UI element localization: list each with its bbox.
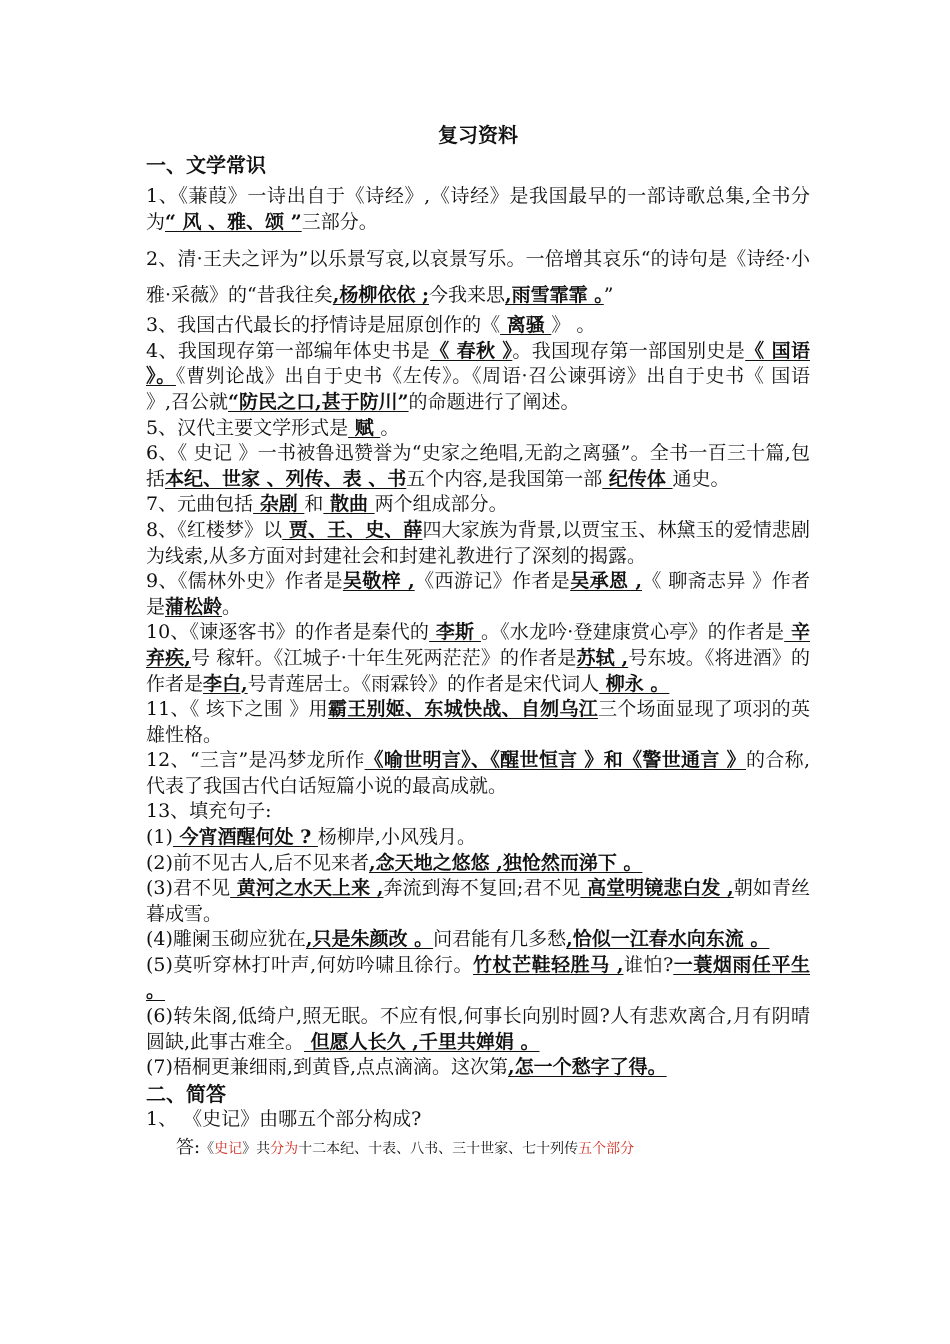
sentence-7 — [146, 1055, 810, 1081]
text: (1) — [146, 826, 173, 849]
text: 朝如青丝暮成雪。 — [146, 877, 810, 925]
question-9 — [146, 569, 810, 620]
text: 和 — [304, 493, 324, 516]
document-body — [146, 122, 810, 1160]
text: 7、元曲包括 — [146, 493, 254, 516]
answer: “ 风 、雅、颂 ” — [165, 210, 302, 233]
text: (5)莫听穿林打叶声,何妨吟啸且徐行。 — [146, 954, 473, 977]
answer: 高堂明镜悲白发 , — [580, 877, 734, 900]
text: (4)雕阑玉砌应犹在 — [146, 928, 306, 951]
question-1 — [146, 184, 810, 235]
answer: 李白, — [203, 672, 248, 695]
question-7 — [146, 492, 810, 518]
section-heading-short-answer: 二、简答 — [146, 1082, 226, 1106]
sentence-3 — [146, 876, 810, 927]
answer-1 — [176, 1137, 810, 1160]
text: 三个场面显现了项羽的英雄性格。 — [146, 698, 810, 746]
text: 10、《谏逐客书》的作者是秦代的 — [146, 621, 430, 644]
text: 》 。 — [551, 314, 596, 337]
text: 《曹刿论战》出自于史书《左传》。《周语·召公谏弭谤》出自于史书《 国语 》,召公就 — [146, 365, 810, 413]
text: 两个组成部分。 — [374, 493, 508, 516]
answer: 黄河之水天上来 , — [230, 877, 384, 900]
text: 通史。 — [672, 467, 730, 490]
question-2 — [146, 241, 810, 313]
answer: 本纪、世家 、列传、表 、书 — [165, 467, 407, 490]
text: 的命题进行了阐述。 — [408, 390, 580, 413]
sentence-2 — [146, 851, 810, 877]
answer: 吴承恩 , — [570, 570, 642, 593]
text: 《西游记》作者是 — [414, 570, 571, 593]
answer: 吴敬梓 , — [342, 570, 415, 593]
text: 今我来思 — [429, 284, 506, 307]
question-5 — [146, 416, 810, 442]
text: 6、《 史记 》一书被鲁迅赞誉为“史家之绝唱,无韵之离骚”。全书一百三十篇,包括 — [146, 442, 810, 490]
text: ” — [603, 284, 614, 307]
short-question-1: 1、 《史记》由哪五个部分构成? — [146, 1108, 422, 1130]
answer: 一蓑烟雨任平生 。 — [146, 954, 810, 1002]
text: 谁怕? — [623, 954, 674, 977]
question-6 — [146, 441, 810, 492]
answer: 散曲 — [323, 493, 375, 516]
answer: 竹杖芒鞋轻胜马 , — [473, 954, 624, 977]
text: 。 — [380, 416, 400, 439]
text: 12、“三言”是冯梦龙所作 — [146, 749, 365, 772]
text: 号青莲居士。《雨霖铃》的作者是宋代词人 — [247, 672, 600, 695]
answer: ,怎一个愁字了得。 — [508, 1056, 667, 1079]
answer-label: 答: — [176, 1136, 201, 1158]
answer: 《喻世明言》、《醒世恒言 》和《警世通言 》 — [364, 749, 746, 772]
text: (2)前不见古人,后不见来者 — [146, 851, 369, 874]
sentence-1 — [146, 825, 810, 851]
text: 号东坡。《将进酒》的作者是 — [146, 646, 810, 695]
answer: 李斯 — [429, 621, 481, 644]
text: 2、清·王夫之评为”以乐景写哀,以哀景写乐。一倍增其哀乐“的诗句是《诗经·小雅·采薇》的“昔我往矣 — [146, 248, 810, 307]
text: 。《水龙吟·登建康赏心亭》的作者是 — [480, 621, 785, 644]
answer: 杂剧 — [253, 493, 305, 516]
answer: 今宵酒醒何处 ? — [172, 826, 318, 849]
answer: 贾、王、史、薛 — [282, 518, 423, 541]
answer: 赋 — [348, 416, 381, 439]
text: 《 — [200, 1140, 215, 1157]
answer: 《 春秋 》 — [430, 339, 513, 362]
text: (7)梧桐更兼细雨,到黄昏,点点滴滴。这次第 — [146, 1056, 508, 1079]
answer: 蒲松龄 — [165, 595, 223, 618]
text: 3、我国古代最长的抒情诗是屈原创作的《 — [146, 314, 501, 337]
question-11 — [146, 697, 810, 748]
highlight: 分为 — [270, 1140, 299, 1157]
sentence-6 — [146, 1004, 810, 1055]
text: 号 稼轩。《江城子·十年生死两茫茫》的作者是 — [190, 646, 577, 669]
text: 十二本纪、十表、八书、三十世家、七十列传 — [298, 1140, 579, 1157]
answer: 柳永 。 — [599, 672, 670, 695]
section-heading-literature: 一、文学常识 — [146, 153, 266, 177]
answer: 苏轼 , — [576, 646, 629, 669]
answer: “防民之口,甚于防川” — [228, 390, 409, 413]
question-4 — [146, 339, 810, 416]
text: 。我国现存第一部国别史是 — [512, 339, 746, 362]
question-3 — [146, 313, 810, 339]
answer: ,念天地之悠悠 ,独怆然而涕下 。 — [368, 851, 643, 874]
sentence-4 — [146, 927, 810, 953]
text: 奔流到海不复回;君不见 — [383, 877, 581, 900]
question-10 — [146, 620, 810, 697]
highlight: 五个部分 — [578, 1140, 635, 1157]
sentence-5 — [146, 953, 810, 1004]
text: 杨柳岸,小风残月。 — [317, 826, 476, 849]
text: 五个内容,是我国第一部 — [406, 467, 603, 490]
page-title: 复习资料 — [438, 123, 518, 147]
text: (3)君不见 — [146, 877, 231, 900]
text: 4、我国现存第一部编年体史书是 — [146, 339, 431, 362]
answer: ,恰似一江春水向东流 。 — [566, 928, 770, 951]
answer: 辛弃疾, — [146, 621, 810, 669]
text: 《 聊斋志异 》作者是 — [146, 570, 810, 618]
question-12 — [146, 748, 810, 799]
answer: 离骚 — [500, 314, 552, 337]
answer: ,只是朱颜改 。 — [305, 928, 434, 951]
answer: 《 国语 》。 — [146, 339, 810, 388]
highlight: 史记 — [214, 1140, 243, 1157]
answer: 但愿人长久 ,千里共婵娟 。 — [304, 1030, 540, 1053]
text: 。 — [222, 595, 242, 618]
text: 8、《红楼梦》以 — [146, 518, 283, 541]
text: 》共 — [242, 1140, 271, 1157]
question-8 — [146, 518, 810, 569]
answer: 霸王别姬、东城快战、自刎乌江 — [327, 698, 599, 721]
text: 四大家族为背景,以贾宝玉、林黛玉的爱情悲剧为线索,从多方面对封建社会和封建礼教进行了深刻的揭露。 — [146, 518, 810, 567]
text: 的合称,代表了我国古代白话短篇小说的最高成就。 — [146, 749, 811, 797]
text: 三部分。 — [301, 210, 378, 233]
text: (6)转朱阁,低绮户,照无眠。不应有恨,何事长向别时圆?人有悲欢离合,月有阴晴圆缺,此事古难全。 — [146, 1005, 810, 1053]
text: 1、《蒹葭》一诗出自于《诗经》,《诗经》是我国最早的一部诗歌总集,全书分为 — [146, 185, 810, 233]
answer: 纪传体 — [602, 467, 673, 490]
question-13: 13、填充句子: — [146, 800, 272, 823]
text: 5、汉代主要文学形式是 — [146, 416, 349, 439]
text: 问君能有几多愁 — [433, 928, 567, 951]
text: 9、《儒林外史》作者是 — [146, 570, 343, 593]
answer: ,雨雪霏霏 。 — [505, 284, 604, 307]
answer: ,杨柳依依 ; — [332, 284, 430, 307]
text: 11、《 垓下之围 》用 — [146, 698, 328, 721]
